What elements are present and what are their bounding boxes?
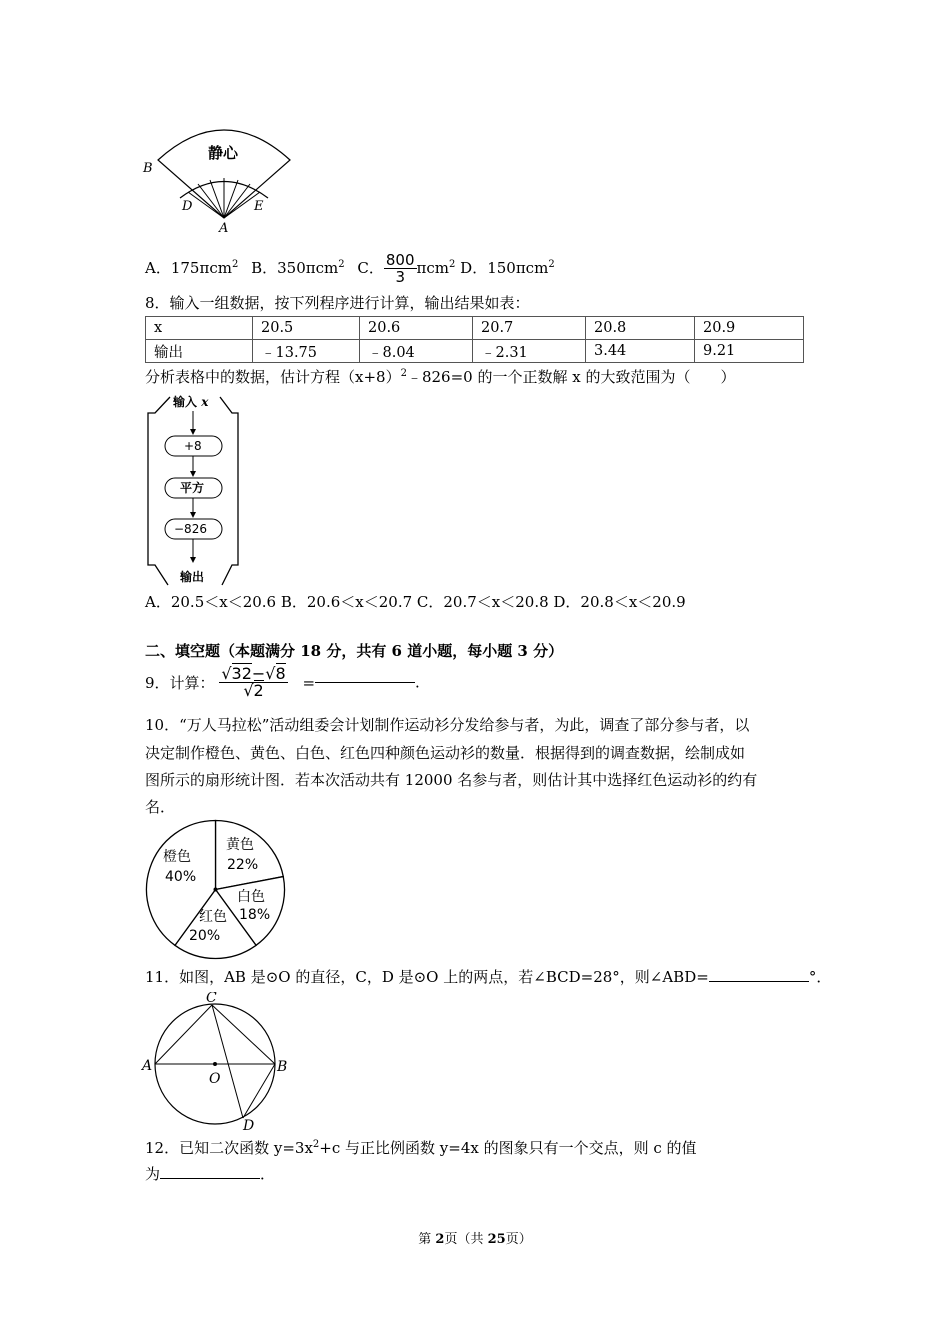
pie-label-white: 白色 (237, 889, 265, 905)
q8-analysis: 分析表格中的数据，估计方程$(x+8)^2﹣826=0$ 的一个正数解 x 的大致范围为（ ） (145, 368, 736, 386)
q7-option-c: C． $\frac{800}{3}$ πcm$^2$ (357, 251, 456, 286)
flowchart (140, 393, 245, 588)
q11: 11．如图，AB 是⊙O 的直径，C，D 是⊙O 上的两点，若∠BCD=28°，则∠ABD= °． (145, 968, 832, 986)
table-cell: 20.8 (586, 317, 695, 340)
point-b: B (143, 161, 153, 176)
pie-label-red: 红色 (199, 909, 227, 925)
flow-output: 输出 (180, 570, 205, 584)
q8-table (145, 316, 804, 363)
fan-figure (140, 120, 300, 235)
table-cell: 9.21 (695, 340, 804, 363)
point-a2: A (142, 1058, 153, 1074)
fan-label: 静心 (208, 144, 239, 162)
q7-option-a: A．175πcm$^2$ (145, 258, 239, 277)
point-e: E (254, 199, 264, 214)
q9: 9．计算： $\frac{√32-√8}{√2}$ = . (145, 664, 420, 700)
q10-line-2: 决定制作橙色、黄色、白色、红色四种颜色运动衫的数量．根据得到的调查数据，绘制成如 (145, 744, 746, 762)
q10-line-4: 名． (145, 798, 176, 816)
table-cell: 输出 (146, 340, 253, 363)
table-cell: ﹣13.75 (253, 340, 360, 363)
point-d2: D (243, 1118, 255, 1132)
flow-step-square: 平方 (180, 481, 205, 495)
point-d: D (182, 199, 193, 214)
pie-value-yellow: 22% (227, 857, 259, 873)
table-cell: x (146, 317, 253, 340)
page-footer: 第 2页（共 25页） (418, 1232, 532, 1247)
table-cell: 20.5 (253, 317, 360, 340)
flow-input: 输入 x (173, 395, 209, 409)
pie-chart (143, 817, 288, 962)
pie-label-yellow: 黄色 (226, 837, 254, 853)
table-cell: 20.7 (473, 317, 586, 340)
table-cell: 3.44 (586, 340, 695, 363)
q11-answer-blank[interactable] (709, 981, 809, 982)
point-b2: B (277, 1059, 288, 1075)
q10-line-1: 10．“万人马拉松”活动组委会计划制作运动衫分发给参与者，为此，调查了部分参与者，以 (145, 716, 750, 734)
point-o: O (209, 1071, 221, 1087)
table-cell: ﹣8.04 (360, 340, 473, 363)
table-cell: 20.6 (360, 317, 473, 340)
point-a: A (219, 221, 229, 235)
pie-value-white: 18% (239, 907, 271, 923)
flow-step-subtract: −826 (174, 522, 207, 536)
point-c: C (206, 992, 217, 1006)
table-row (146, 340, 804, 363)
q7-option-d: D．150πcm$^2$ (460, 258, 555, 277)
q12-line-1: 12．已知二次函数 $y=3x^2+c$ 与正比例函数 y=4x 的图象只有一个交点，则 c 的值 (145, 1139, 697, 1157)
q8-stem: 8．输入一组数据，按下列程序进行计算，输出结果如表： (145, 294, 530, 312)
section-heading: 二、填空题（本题满分 18 分，共有 6 道小题，每小题 3 分） (145, 642, 564, 660)
circle-figure (140, 992, 290, 1132)
table-row (146, 317, 804, 340)
flow-step-add: +8 (184, 439, 202, 453)
pie-center (214, 888, 218, 892)
q7-options (145, 252, 555, 285)
q9-answer-blank[interactable] (315, 682, 415, 683)
pie-value-red: 20% (189, 928, 221, 944)
table-cell: ﹣2.31 (473, 340, 586, 363)
q7-option-b: B．350πcm$^2$ (251, 258, 345, 277)
q12-line-2: 为 ． (145, 1165, 276, 1183)
q8-options: A．20.5＜x＜20.6 B．20.6＜x＜20.7 C．20.7＜x＜20.8 D．20.8＜x＜20.9 (145, 593, 686, 611)
q12-answer-blank[interactable] (160, 1178, 260, 1179)
pie-value-orange: 40% (165, 869, 197, 885)
q10-line-3: 图所示的扇形统计图．若本次活动共有 12000 名参与者，则估计其中选择红色运动衫的约有 (145, 771, 758, 789)
pie-label-orange: 橙色 (163, 849, 191, 865)
table-cell: 20.9 (695, 317, 804, 340)
